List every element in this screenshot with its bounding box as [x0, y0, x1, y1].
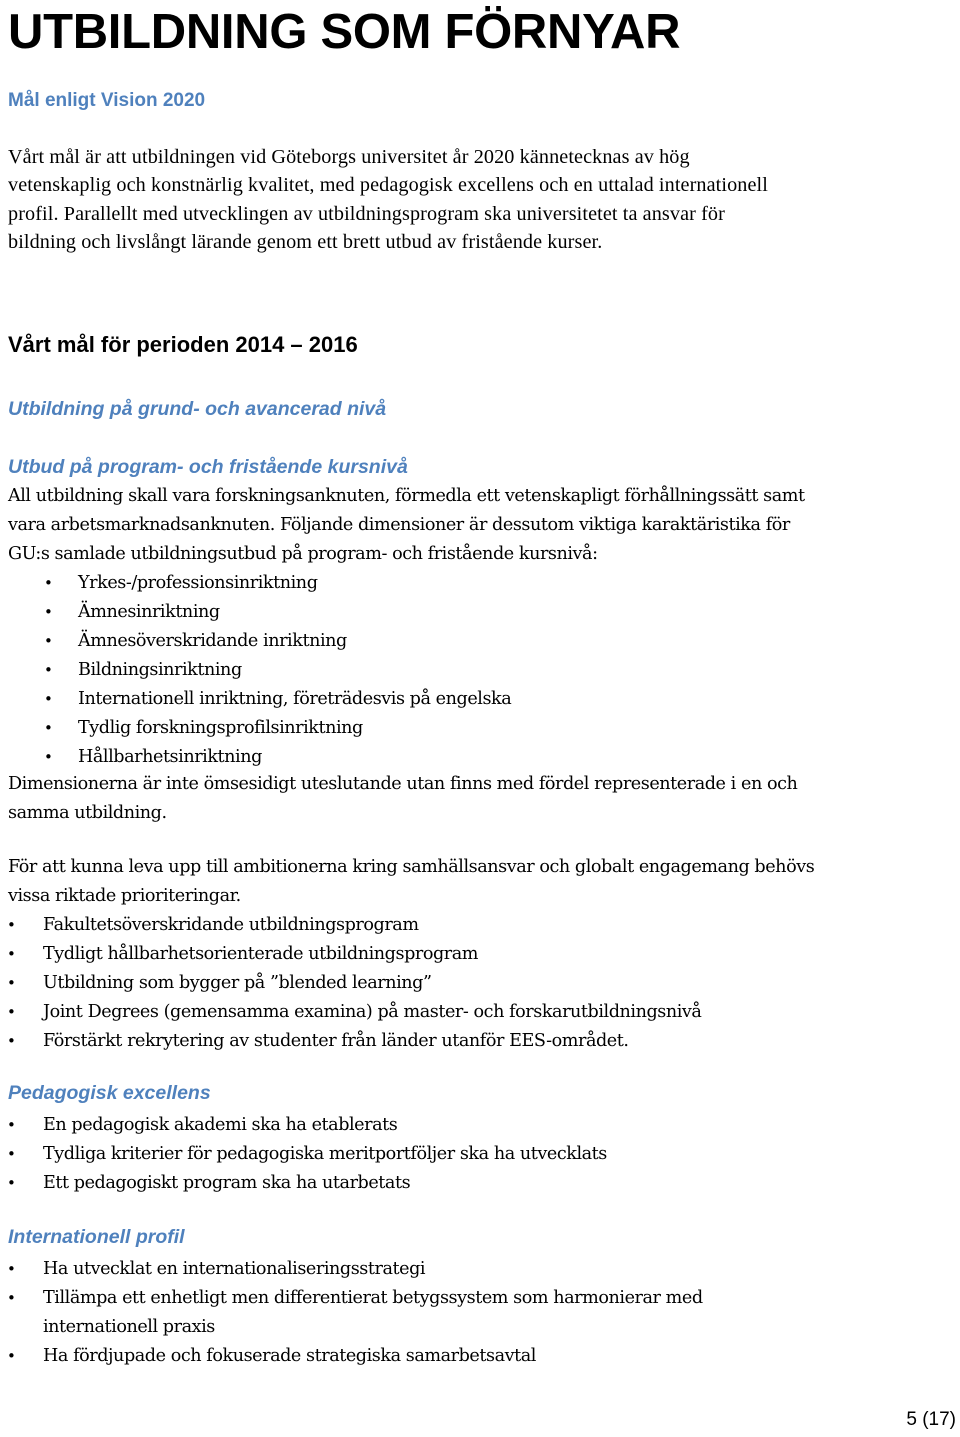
note-line: Dimensionerna är inte ömsesidigt uteslutande utan finns med fördel representerade i en och	[8, 774, 798, 794]
dimensions-note	[8, 770, 797, 828]
bullet-icon: •	[7, 1289, 16, 1307]
vision-line: profil. Parallellt med utvecklingen av utbildningsprogram ska universitetet ta ansvar för	[8, 202, 725, 225]
pedagogy-list	[7, 1111, 607, 1198]
bullet-icon: •	[44, 661, 53, 679]
bullet-icon: •	[7, 1260, 16, 1278]
intro-line: GU:s samlade utbildningsutbud på program- och fristående kursnivå:	[8, 544, 598, 564]
international-list	[7, 1255, 703, 1371]
program-level-heading: Utbud på program- och fristående kursnivå	[8, 456, 408, 478]
intro-line: All utbildning skall vara forskningsanknuten, förmedla ett vetenskapligt förhållningssätt samt	[8, 486, 805, 506]
period-heading: Vårt mål för perioden 2014 – 2016	[8, 332, 358, 357]
bullet-icon: •	[44, 690, 53, 708]
dimensions-list	[44, 569, 512, 772]
list-item-continuation: internationell praxis	[43, 1317, 215, 1337]
bullet-icon: •	[44, 748, 53, 766]
list-item: • Ämnesinriktning	[78, 598, 511, 627]
bullet-icon: •	[44, 574, 53, 592]
bullet-icon: •	[44, 632, 53, 650]
vision-heading: Mål enligt Vision 2020	[8, 90, 206, 111]
list-item: • Bildningsinriktning	[78, 656, 511, 685]
vision-line: Vårt mål är att utbildningen vid Göteborgs universitet år 2020 kännetecknas av hög	[8, 146, 690, 168]
list-item: • Hållbarhetsinriktning	[78, 743, 511, 772]
bullet-icon: •	[7, 945, 16, 963]
bullet-icon: •	[7, 974, 16, 992]
list-item: • Tydliga kriterier för pedagogiska meritportföljer ska ha utvecklats	[43, 1140, 607, 1169]
list-item: • Yrkes-/professionsinriktning	[78, 569, 511, 598]
list-item: • Ett pedagogiskt program ska ha utarbetats	[43, 1169, 607, 1198]
page-title: UTBILDNING SOM FÖRNYAR	[8, 5, 681, 59]
bullet-icon: •	[7, 916, 16, 934]
pedagogy-heading: Pedagogisk excellens	[8, 1082, 211, 1104]
list-item: • Tillämpa ett enhetligt men differentierat betygssystem som harmonierar med internationell praxis	[43, 1284, 703, 1342]
list-item: • Joint Degrees (gemensamma examina) på master- och forskarutbildningsnivå	[43, 998, 701, 1027]
page-number: 5 (17)	[906, 1409, 956, 1430]
bullet-icon: •	[44, 603, 53, 621]
list-item: • Internationell inriktning, företrädesvis på engelska	[78, 685, 511, 714]
bullet-icon: •	[7, 1145, 16, 1163]
international-heading: Internationell profil	[8, 1226, 185, 1248]
intro-line: vara arbetsmarknadsanknuten. Följande dimensioner är dessutom viktiga karaktäristika för	[8, 515, 790, 535]
education-level-heading: Utbildning på grund- och avancerad nivå	[8, 398, 387, 420]
priorities-intro-line: För att kunna leva upp till ambitionerna kring samhällsansvar och globalt engagemang behövs	[8, 857, 815, 877]
priorities-list	[7, 911, 702, 1056]
list-item: • En pedagogisk akademi ska ha etablerats	[43, 1111, 607, 1140]
list-item: • Ämnesöverskridande inriktning	[78, 627, 511, 656]
list-item: • Fakultetsöverskridande utbildningsprogram	[43, 911, 701, 940]
priorities-intro	[8, 853, 814, 911]
list-item: • Förstärkt rekrytering av studenter från länder utanför EES-området.	[43, 1027, 701, 1056]
bullet-icon: •	[7, 1347, 16, 1365]
bullet-icon: •	[44, 719, 53, 737]
bullet-icon: •	[7, 1174, 16, 1192]
vision-paragraph	[8, 143, 958, 256]
vision-line: bildning och livslångt lärande genom ett brett utbud av fristående kurser.	[8, 230, 603, 253]
period-intro	[8, 482, 805, 569]
list-item: • Utbildning som bygger på ”blended learning”	[43, 969, 701, 998]
list-item: • Ha utvecklat en internationaliseringsstrategi	[43, 1255, 703, 1284]
list-item: • Ha fördjupade och fokuserade strategiska samarbetsavtal	[43, 1342, 703, 1371]
bullet-icon: •	[7, 1003, 16, 1021]
bullet-icon: •	[7, 1116, 16, 1134]
list-item: • Tydligt hållbarhetsorienterade utbildningsprogram	[43, 940, 701, 969]
bullet-icon: •	[7, 1032, 16, 1050]
note-line: samma utbildning.	[8, 803, 167, 823]
list-item: • Tydlig forskningsprofilsinriktning	[78, 714, 511, 743]
vision-line: vetenskaplig och konstnärlig kvalitet, med pedagogisk excellens och en uttalad internationell	[8, 174, 768, 197]
priorities-intro-line: vissa riktade prioriteringar.	[8, 886, 241, 906]
